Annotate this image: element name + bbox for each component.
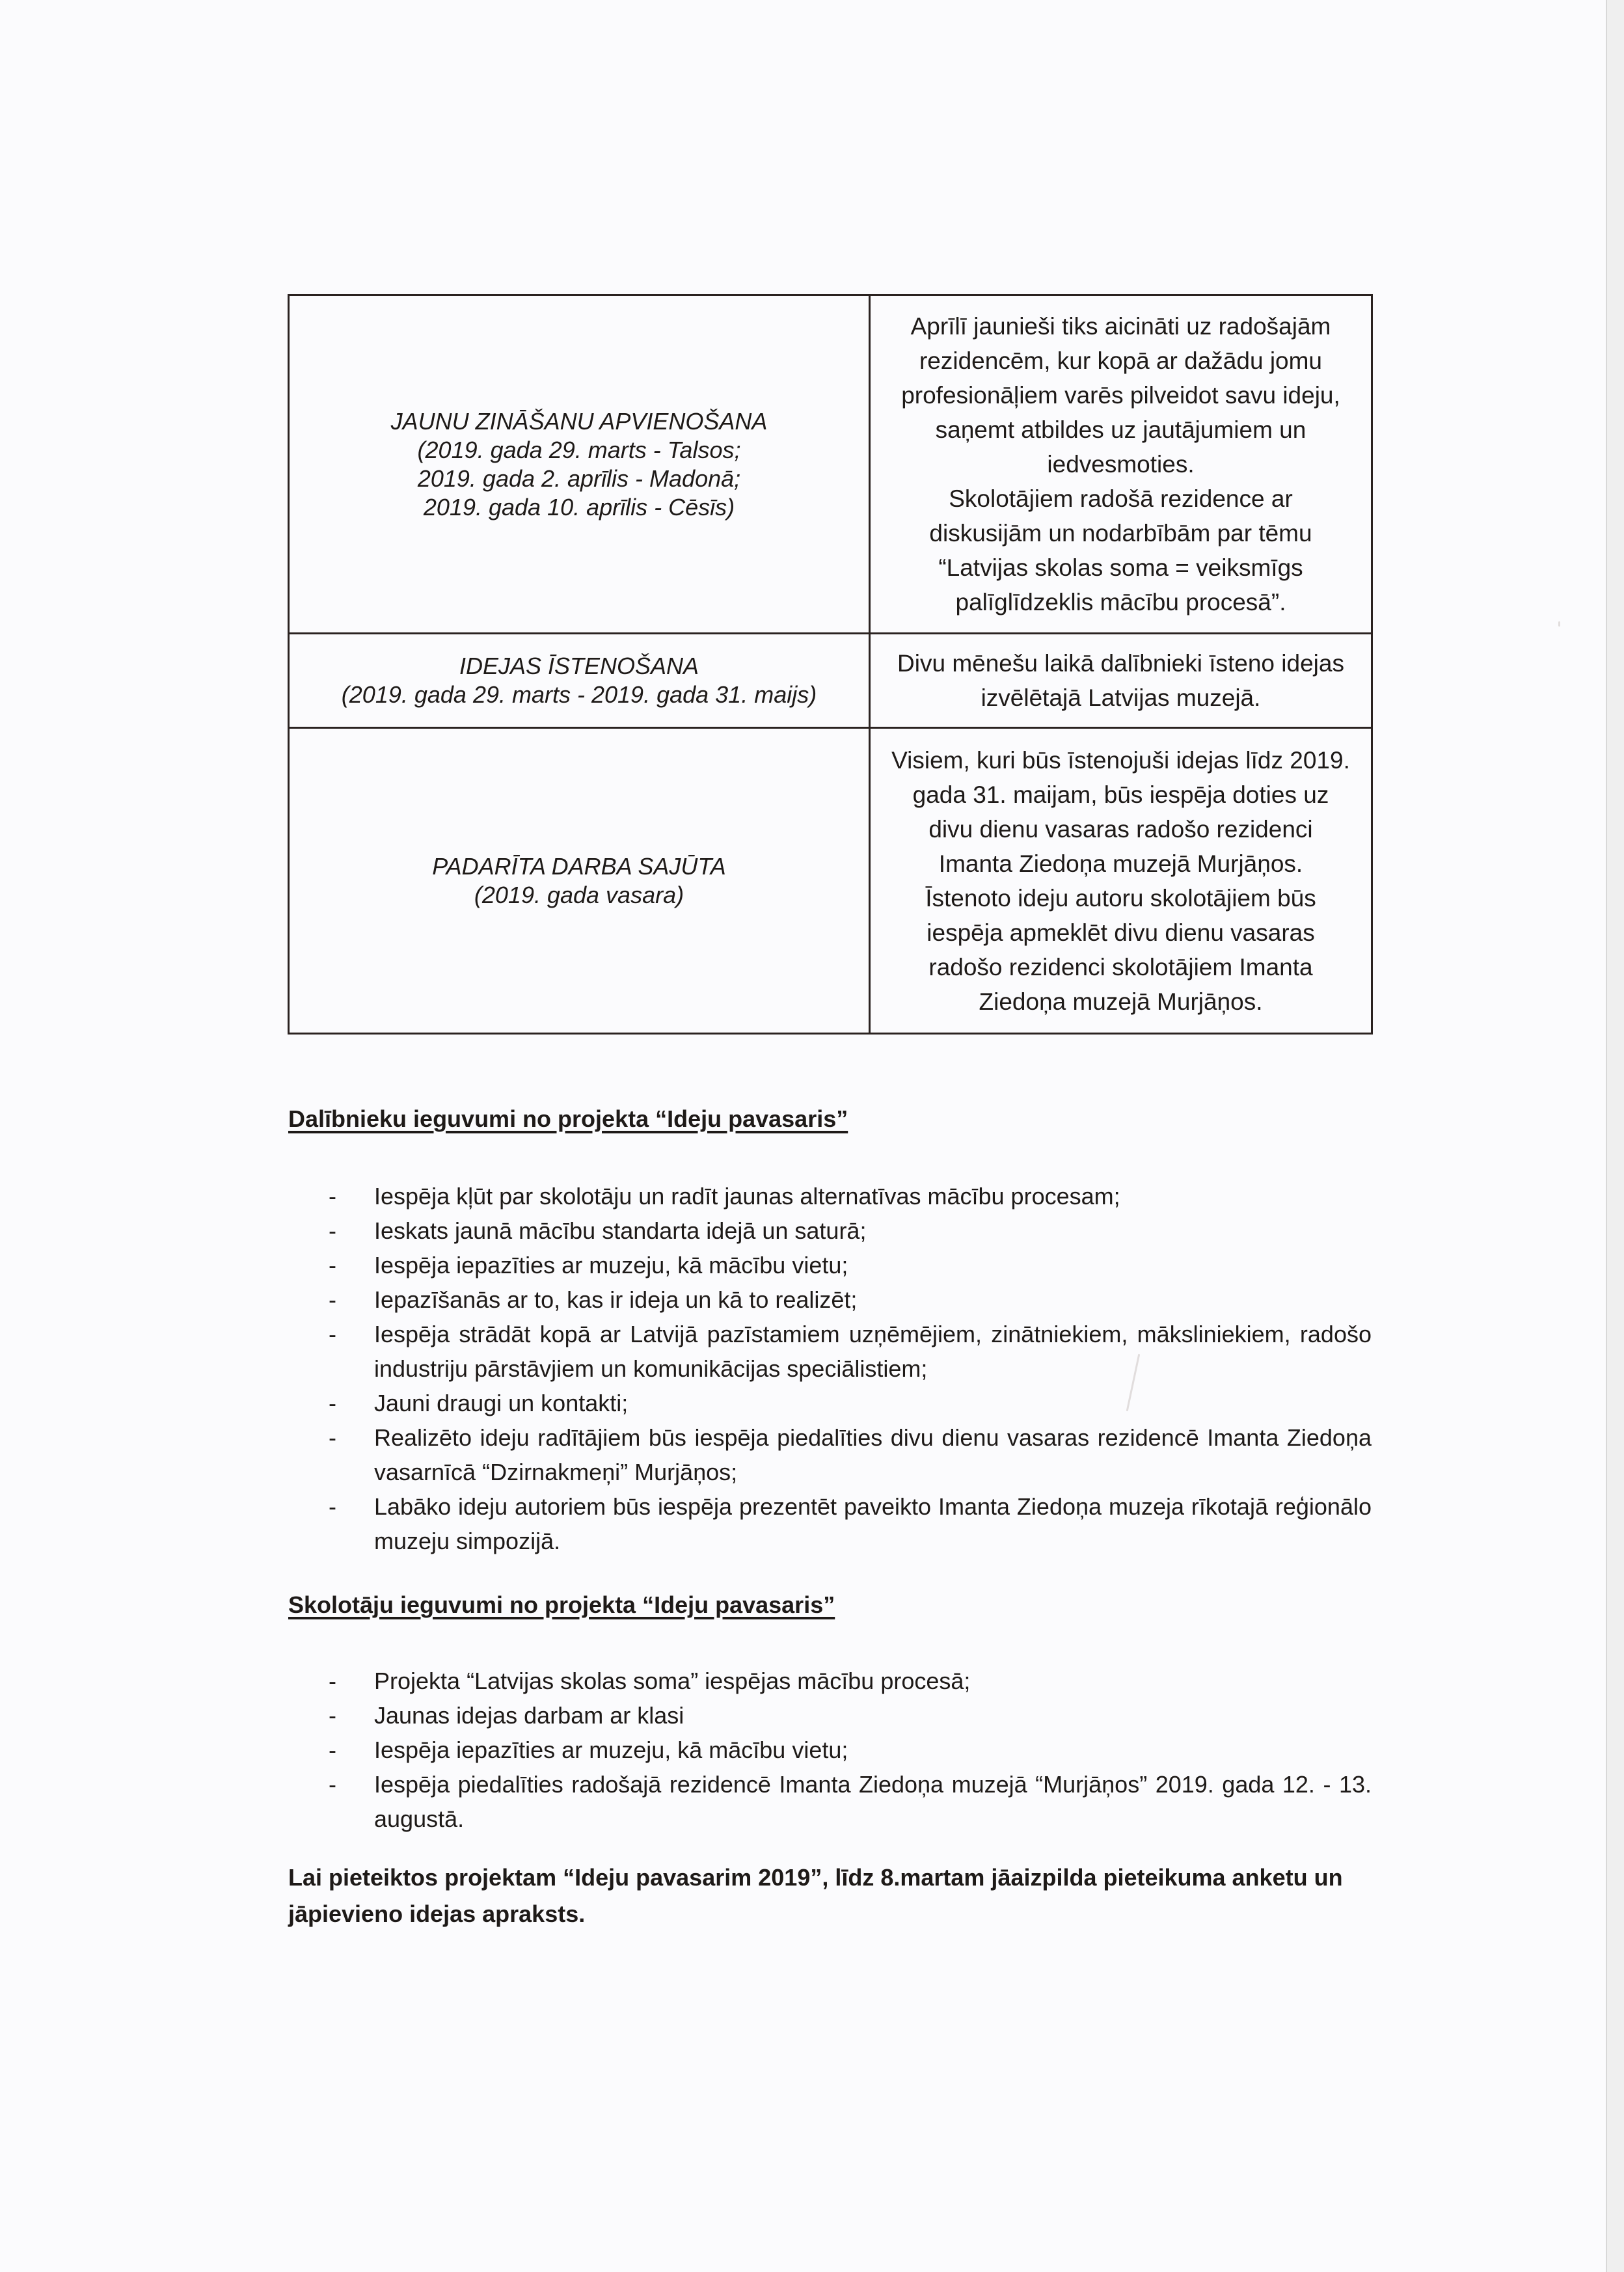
description-line: gada 31. maijam, būs iespēja doties uz [912,781,1329,808]
phase-date: (2019. gada 29. marts - Talsos; [417,436,741,463]
dash-bullet-icon: - [329,1252,336,1278]
description-line: Visiem, kuri būs īstenojuši idejas līdz 2019. [891,746,1350,774]
dash-bullet-icon: - [329,1286,336,1313]
phase-date: (2019. gada 29. marts - 2019. gada 31. maijs) [341,681,817,708]
list-item-text: Projekta “Latvijas skolas soma” iespējas mācību procesā; [374,1668,971,1694]
phase-title: JAUNU ZINĀŠANU APVIENOŠANA [390,407,768,435]
description-line: profesionāļiem varēs pilveidot savu ideju, [901,382,1340,409]
list-item [288,1733,1372,1767]
dash-bullet-icon: - [329,1321,336,1347]
description-cell [870,728,1372,1034]
scanned-page-edge [1606,0,1624,2272]
list-item-text: Jauni draugi un kontakti; [374,1390,629,1416]
description-line: Ziedoņa muzejā Murjāņos. [979,988,1263,1015]
application-deadline-note: Lai pieteiktos projektam “Ideju pavasarim 2019”, līdz 8.martam jāaizpilda pieteikuma anketu un jāpievieno idejas apraksts. [288,1864,1343,1927]
description-line: saņemt atbildes uz jautājumiem un [935,416,1306,443]
list-item [288,1420,1372,1489]
description-line: Skolotājiem radošā rezidence ar [949,485,1293,512]
phase-cell [289,728,870,1034]
description-line: iespēja apmeklēt divu dienu vasaras [927,919,1315,946]
list-item [288,1489,1372,1558]
participant-benefits-section [288,1105,1372,1558]
list-item-text: Iespēja kļūt par skolotāju un radīt jaunas alternatīvas mācību procesam; [374,1183,1120,1210]
phase-title: IDEJAS ĪSTENOŠANA [459,653,699,679]
description-cell [870,295,1372,634]
description-line: Aprīlī jaunieši tiks aicināti uz radošajām [910,313,1331,340]
teacher-benefits-heading: Skolotāju ieguvumi no projekta “Ideju pavasaris” [288,1591,835,1618]
list-item [288,1282,1372,1317]
participant-benefits-list [288,1179,1372,1558]
list-item [288,1248,1372,1282]
list-item-text: Labāko ideju autoriem būs iespēja prezentēt paveikto Imanta Ziedoņa muzeja rīkotajā reģionālo muzeju simpozijā. [374,1493,1372,1554]
dash-bullet-icon: - [329,1737,336,1763]
dash-bullet-icon: - [329,1217,336,1244]
phase-date: 2019. gada 2. aprīlis - Madonā; [417,465,741,492]
dash-bullet-icon: - [329,1702,336,1729]
list-item-text: Iepazīšanās ar to, kas ir ideja un kā to realizēt; [374,1286,858,1313]
teacher-benefits-list [288,1664,1372,1836]
list-item-text: Jaunas idejas darbam ar klasi [374,1702,684,1729]
description-line: palīglīdzeklis mācību procesā”. [955,589,1286,615]
dash-bullet-icon: - [329,1668,336,1694]
teacher-benefits-section [288,1591,1372,1836]
description-line: Īstenoto ideju autoru skolotājiem būs [925,884,1316,912]
dash-bullet-icon: - [329,1771,336,1798]
list-item-text: Ieskats jaunā mācību standarta idejā un saturā; [374,1217,867,1244]
list-item [288,1767,1372,1836]
description-cell [870,634,1372,728]
dash-bullet-icon: - [329,1493,336,1520]
phase-title: PADARĪTA DARBA SAJŪTA [432,852,726,880]
dash-bullet-icon: - [329,1424,336,1451]
schedule-row [289,728,1372,1034]
phase-cell [289,634,870,728]
list-item-text: Iespēja iepazīties ar muzeju, kā mācību vietu; [374,1252,848,1278]
list-item [288,1179,1372,1213]
list-item-text: Iespēja iepazīties ar muzeju, kā mācību vietu; [374,1737,848,1763]
list-item [288,1386,1372,1420]
description-line: rezidencēm, kur kopā ar dažādu jomu [919,347,1323,374]
phase-date: 2019. gada 10. aprīlis - Cēsīs) [423,493,735,521]
description-line: Imanta Ziedoņa muzejā Murjāņos. [938,850,1303,877]
list-item-text: Realizēto ideju radītājiem būs iespēja piedalīties divu dienu vasaras rezidencē Imanta Ziedoņa vasarnīcā “Dzirnakmeņi” Murjāņos; [374,1424,1372,1485]
dash-bullet-icon: - [329,1390,336,1416]
list-item [288,1317,1372,1386]
phase-cell [289,295,870,634]
description-line: radošo rezidenci skolotājiem Imanta [928,953,1313,980]
dash-bullet-icon: - [329,1183,336,1210]
description-line: divu dienu vasaras radošo rezidenci [928,815,1313,843]
participant-benefits-heading: Dalībnieku ieguvumi no projekta “Ideju pavasaris” [288,1105,848,1132]
description-line: “Latvijas skolas soma = veiksmīgs [938,554,1303,581]
scan-crease-mark [1558,621,1560,627]
description-line: Divu mēnešu laikā dalībnieki īsteno idejas [897,650,1344,677]
list-item [288,1664,1372,1698]
list-item-text: Iespēja piedalīties radošajā rezidencē Imanta Ziedoņa muzejā “Murjāņos” 2019. gada 12. - 13. augustā. [374,1771,1372,1832]
list-item [288,1698,1372,1733]
phase-date: (2019. gada vasara) [474,881,684,908]
list-item-text: Iespēja strādāt kopā ar Latvijā pazīstamiem uzņēmējiem, zinātniekiem, māksliniekiem, radošo industriju pārstāvjiem un komunikācijas speciālistiem; [374,1321,1372,1382]
schedule-row [289,634,1372,728]
description-line: iedvesmoties. [1047,451,1195,478]
list-item [288,1213,1372,1248]
description-line: izvēlētajā Latvijas muzejā. [981,684,1261,711]
description-line: diskusijām un nodarbībām par tēmu [929,520,1312,547]
schedule-row [289,295,1372,634]
project-schedule-table [288,294,1373,1035]
